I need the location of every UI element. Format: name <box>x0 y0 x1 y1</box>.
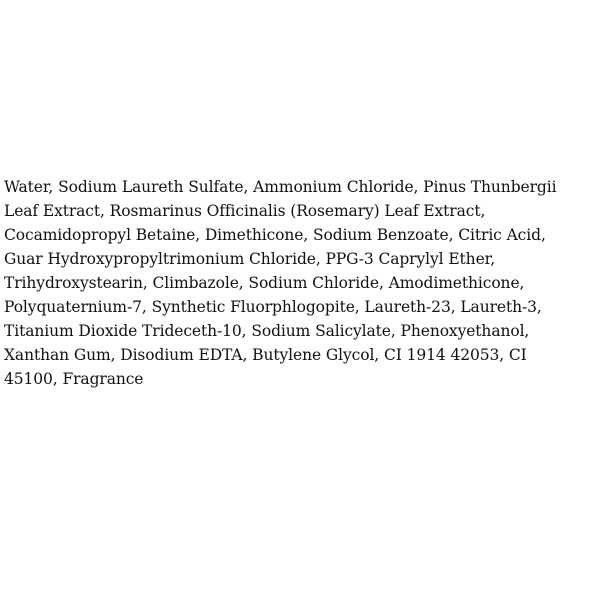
ingredients-line: Cocamidopropyl Betaine, Dimethicone, Sodium Benzoate, Citric Acid, <box>4 226 546 244</box>
ingredients-text <box>4 175 594 391</box>
ingredients-line: Xanthan Gum, Disodium EDTA, Butylene Glycol, CI 1914 42053, CI <box>4 346 527 364</box>
ingredients-line: Guar Hydroxypropyltrimonium Chloride, PPG-3 Caprylyl Ether, <box>4 250 496 268</box>
ingredients-line: Polyquaternium-7, Synthetic Fluorphlogopite, Laureth-23, Laureth-3, <box>4 298 542 316</box>
ingredients-line: Water, Sodium Laureth Sulfate, Ammonium Chloride, Pinus Thunbergii <box>4 178 557 196</box>
ingredients-line: Leaf Extract, Rosmarinus Officinalis (Rosemary) Leaf Extract, <box>4 202 486 220</box>
ingredients-line: 45100, Fragrance <box>4 370 144 388</box>
ingredients-line: Trihydroxystearin, Climbazole, Sodium Chloride, Amodimethicone, <box>4 274 525 292</box>
ingredients-line: Titanium Dioxide Trideceth-10, Sodium Salicylate, Phenoxyethanol, <box>4 322 530 340</box>
